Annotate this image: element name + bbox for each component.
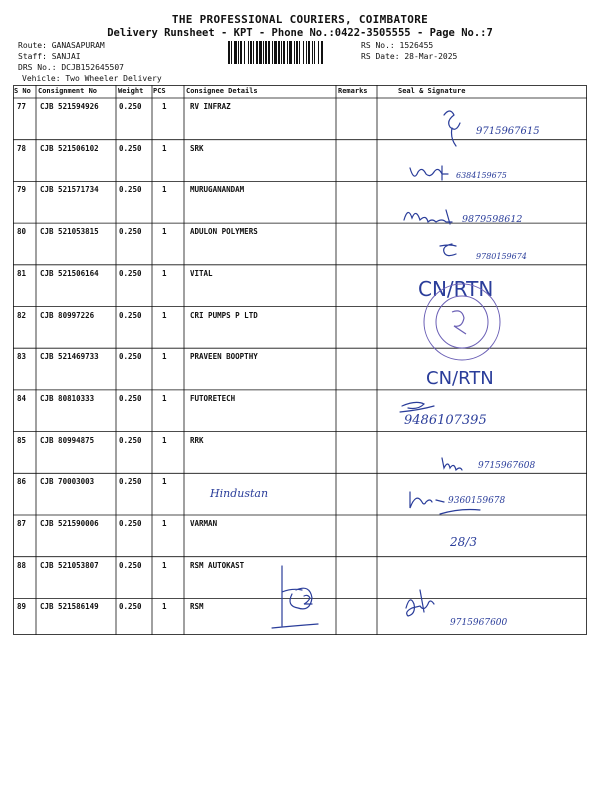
cell-weight: 0.250	[119, 560, 142, 570]
col-header-consignment: Consignment No	[38, 87, 98, 95]
cell-sno: 83	[17, 352, 27, 362]
cell-consignment: CJB 521506164	[40, 268, 99, 278]
cell-sno: 85	[17, 435, 27, 445]
col-header-sno: S No	[14, 87, 31, 95]
cell-sno: 78	[17, 143, 27, 153]
cell-consignment: CJB 80810333	[40, 393, 95, 403]
cell-consignment: CJB 521053815	[40, 227, 99, 237]
phone-77: 9715967615	[476, 126, 540, 137]
cell-consignment: CJB 70003003	[40, 477, 95, 487]
cell-sno: 80	[17, 227, 27, 237]
cell-weight: 0.250	[119, 227, 142, 237]
drs-number: DRS No.: DCJB152645507	[18, 63, 124, 72]
phone-85: 9715967608	[478, 461, 536, 471]
cell-weight: 0.250	[119, 143, 142, 153]
col-header-seal: Seal & Signature	[398, 87, 466, 95]
cell-consignment: CJB 521594926	[40, 102, 99, 111]
cell-consignment: CJB 521469733	[40, 352, 99, 362]
cell-consignee: RRK	[190, 435, 204, 445]
runsheet-table	[13, 85, 587, 635]
phone-80: 9780159674	[476, 252, 527, 261]
cell-pcs: 1	[162, 227, 167, 237]
cell-consignee: MURUGANANDAM	[190, 185, 245, 195]
cell-weight: 0.250	[119, 352, 142, 362]
cell-weight: 0.250	[119, 435, 142, 445]
cell-consignee: VITAL	[190, 268, 213, 278]
cell-pcs: 1	[162, 435, 167, 445]
col-header-pcs: PCS	[153, 87, 166, 95]
cell-consignment: CJB 521506102	[40, 143, 99, 153]
cell-weight: 0.250	[119, 268, 142, 278]
cell-weight: 0.250	[119, 602, 142, 612]
cell-consignment: CJB 521590006	[40, 519, 99, 528]
cell-weight: 0.250	[119, 477, 142, 487]
cell-consignment: CJB 521571734	[40, 185, 99, 195]
cell-sno: 77	[17, 102, 27, 111]
barcode-image	[228, 41, 352, 64]
phone-87: 9360159678	[448, 496, 506, 506]
date-88: 28/3	[450, 535, 477, 549]
cell-pcs: 1	[162, 102, 167, 111]
cell-pcs: 1	[162, 560, 167, 570]
cell-pcs: 1	[162, 519, 167, 528]
runsheet-title: Delivery Runsheet - KPT - Phone No.:0422-3505555 - Page No.:7	[107, 27, 493, 39]
vehicle-label: Vehicle: Two Wheeler Delivery	[22, 74, 162, 83]
cell-consignment: CJB 80994875	[40, 435, 95, 445]
cell-consignee: RSM AUTOKAST	[190, 560, 245, 570]
handwritten-86: Hindustan	[210, 487, 269, 500]
cell-weight: 0.250	[119, 310, 142, 320]
cell-weight: 0.250	[119, 185, 142, 195]
remark-83: CN/RTN	[426, 368, 494, 389]
cell-consignment: CJB 80997226	[40, 310, 95, 320]
cell-consignment: CJB 521586149	[40, 602, 99, 612]
col-header-consignee: Consignee Details	[186, 87, 258, 95]
cell-pcs: 1	[162, 393, 167, 403]
cell-sno: 87	[17, 519, 27, 528]
cell-weight: 0.250	[119, 102, 142, 111]
cell-consignee: FUTORETECH	[190, 393, 236, 403]
cell-sno: 79	[17, 185, 27, 195]
cell-consignee: RV INFRAZ	[190, 102, 231, 111]
cell-weight: 0.250	[119, 393, 142, 403]
cell-sno: 86	[17, 477, 27, 487]
cell-pcs: 1	[162, 477, 167, 487]
phone-89: 9715967600	[450, 618, 508, 628]
staff-label: Staff: SANJAI	[18, 52, 81, 61]
phone-84: 9486107395	[404, 413, 487, 428]
cell-sno: 84	[17, 393, 27, 403]
cell-pcs: 1	[162, 352, 167, 362]
cell-sno: 89	[17, 602, 27, 612]
col-header-remarks: Remarks	[338, 87, 368, 95]
cell-weight: 0.250	[119, 519, 142, 528]
cell-consignee: RSM	[190, 602, 204, 612]
cell-pcs: 1	[162, 268, 167, 278]
cell-pcs: 1	[162, 185, 167, 195]
company-title: THE PROFESSIONAL COURIERS, COIMBATORE	[171, 13, 429, 26]
cell-consignee: PRAVEEN BOOPTHY	[190, 352, 258, 362]
phone-78: 6384159675	[456, 171, 507, 180]
rs-date: RS Date: 28-Mar-2025	[361, 52, 458, 61]
phone-79: 9879598612	[462, 214, 523, 225]
cell-sno: 88	[17, 560, 27, 570]
cell-consignee: SRK	[190, 143, 204, 153]
route-label: Route: GANASAPURAM	[18, 41, 105, 50]
cell-sno: 82	[17, 310, 27, 320]
cell-pcs: 1	[162, 602, 167, 612]
remark-81: CN/RTN	[418, 277, 494, 301]
cell-pcs: 1	[162, 310, 167, 320]
col-header-weight: Weight	[118, 87, 144, 95]
cell-pcs: 1	[162, 143, 167, 153]
cell-consignee: VARMAN	[190, 519, 218, 528]
cell-consignee: ADULON POLYMERS	[190, 227, 258, 237]
cell-consignee: CRI PUMPS P LTD	[190, 310, 258, 320]
cell-sno: 81	[17, 268, 27, 278]
rs-number: RS No.: 1526455	[361, 41, 434, 50]
cell-consignment: CJB 521053807	[40, 560, 99, 570]
